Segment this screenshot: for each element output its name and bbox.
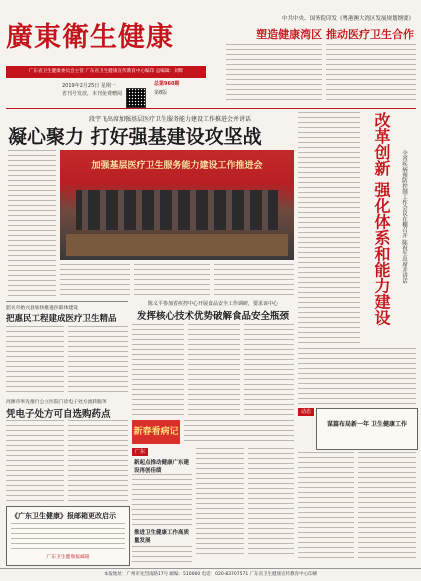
divider [6, 301, 128, 302]
new-year-logo: 新春看病记 [132, 420, 180, 444]
bottom-right-body-b [358, 452, 416, 562]
left1-headline: 把惠民工程建成医疗卫生精品 [6, 314, 117, 324]
left1-kicker: 韶关市始兴县加快推进医联体建设 [6, 306, 78, 311]
notice-body [11, 523, 125, 549]
notice-title: 《广东卫生健康》报邮箱更改启示 [11, 511, 116, 520]
notice-box [6, 506, 130, 566]
notice-email: 广东卫生健康报邮箱 [46, 555, 90, 560]
left2-headline: 凭电子处方可自选购药点 [6, 409, 111, 420]
region-tag: 广东 [132, 448, 148, 456]
dynamic-tag: 动态 [298, 408, 314, 416]
center-body-b [188, 324, 240, 416]
masthead-title: 廣東衛生健康 [6, 22, 174, 53]
lead-photo [60, 150, 294, 260]
bottom-center-body-c [248, 448, 294, 558]
right-vertical-headline: 改革创新 强化体系和能力建设 [372, 112, 391, 326]
photo-table [66, 234, 288, 256]
bottom-center-body-b [196, 448, 244, 558]
bottom-right-box [316, 408, 418, 450]
top-kicker: 中共中央、国务院印发《粤港澳大湾区发展规划纲要》 [281, 16, 414, 22]
top-body-col1 [226, 44, 322, 104]
top-body-col2 [326, 44, 416, 104]
qr-code-icon [126, 88, 146, 108]
left2-body-b [68, 420, 128, 504]
bottom-center-headline-2: 推进卫生健康工作高质量发展 [134, 530, 190, 544]
right-vertical-kicker: 全省疾病预防控制工作会议在穗召开 陈祝生出席并讲话 [401, 150, 407, 284]
bottom-center-body-d [132, 546, 192, 564]
right-body-2 [298, 348, 416, 404]
photo-banner-text: 加强基层医疗卫生服务能力建设工作推进会 [91, 161, 263, 171]
lead-body-b3 [214, 264, 294, 298]
left1-body-b [68, 326, 128, 396]
issue-number: 总第960期 [154, 81, 180, 87]
masthead-banner: 广东省卫生健康委员会主管 广东省卫生健康宣传教育中心编印 总编辑：刘辉 [6, 66, 206, 78]
page-count: 第8版 [154, 90, 168, 96]
center-kicker: 陈义平参加省疾控中心开展食品安全工作调研，要求该中心 [147, 301, 278, 307]
bottom-right-headline: 谋篇布局新一年 卫生健康工作 [326, 421, 408, 428]
bottom-center-headline-1: 新起点推动健康广东建设再创佳绩 [134, 460, 190, 474]
lead-body-b2 [134, 264, 210, 298]
top-headline: 塑造健康湾区 推动医疗卫生合作 [256, 28, 414, 41]
lead-body-b1 [60, 264, 130, 298]
bottom-center-body-top [184, 420, 294, 444]
left2-kicker: 河源市率先推行公立医院门诊电子处方流转服务 [6, 400, 107, 405]
center-headline: 发挥核心技术优势破解食品安全瓶颈 [136, 311, 289, 322]
photo-people [76, 190, 278, 230]
center-body-a [132, 324, 184, 416]
divider [6, 108, 416, 109]
right-body [298, 112, 360, 344]
left1-body-a [6, 326, 64, 396]
footer: 本报地址：广州市先烈南路17号 邮编：510060 电话：020-83707571 广东省卫生健康宣传教育中心印刷 [0, 568, 421, 581]
lead-body-left [8, 150, 56, 298]
left2-body-a [6, 420, 64, 504]
print-notice: 省刊号发放，本刊免费赠阅 [62, 91, 123, 97]
bottom-center-body-a [132, 474, 192, 526]
center-body-c [244, 324, 294, 416]
lead-kicker: 段宇飞出席加强基层医疗卫生服务能力建设工作推进会并讲话 [88, 116, 251, 123]
issue-date: 2019年2月25日 星期一 [62, 83, 116, 89]
bottom-right-body-a [298, 452, 354, 562]
lead-headline: 凝心聚力 打好强基建设攻坚战 [8, 126, 262, 148]
